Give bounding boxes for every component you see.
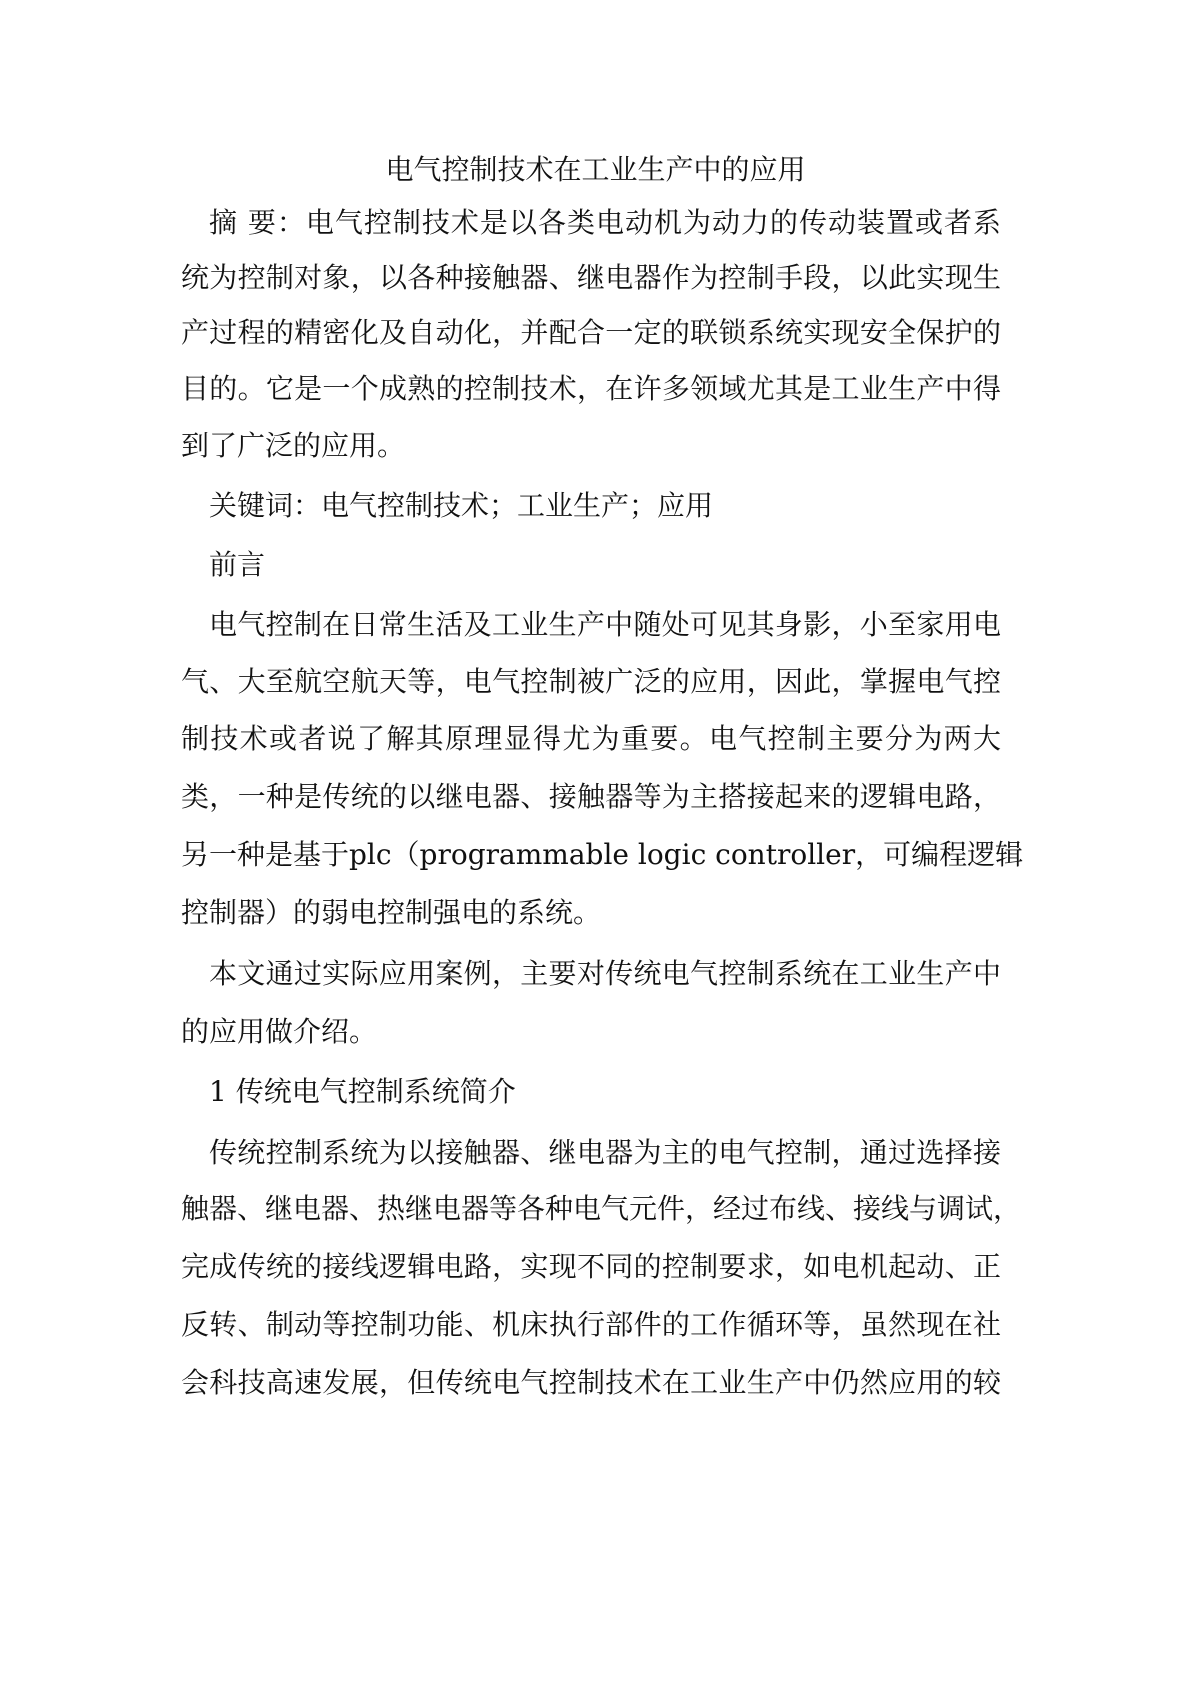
abstract-line-5: 到了广泛的应用。 <box>181 429 406 462</box>
section-heading-preface: 前言 <box>209 548 266 581</box>
abstract-line-1: 摘 要：电气控制技术是以各类电动机为动力的传动装置或者系 <box>209 206 1001 239</box>
preface-line-5: 另一种是基于plc（programmable logic controller，可编程逻辑 <box>181 838 1024 871</box>
intro-line-2: 的应用做介绍。 <box>181 1015 378 1048</box>
document-title: 电气控制技术在工业生产中的应用 <box>385 153 806 186</box>
abstract-line-4: 目的。它是一个成熟的控制技术，在许多领域尤其是工业生产中得 <box>181 372 1001 405</box>
keywords-line: 关键词：电气控制技术；工业生产；应用 <box>209 489 714 522</box>
preface-line-1: 电气控制在日常生活及工业生产中随处可见其身影，小至家用电 <box>209 608 1001 641</box>
intro-line-1: 本文通过实际应用案例，主要对传统电气控制系统在工业生产中 <box>209 957 1001 990</box>
section1-line-2: 触器、继电器、热继电器等各种电气元件，经过布线、接线与调试， <box>181 1192 1022 1225</box>
section1-line-5: 会科技高速发展，但传统电气控制技术在工业生产中仍然应用的较 <box>181 1366 1001 1399</box>
abstract-line-3: 产过程的精密化及自动化，并配合一定的联锁系统实现安全保护的 <box>181 316 1001 349</box>
section1-line-4: 反转、制动等控制功能、机床执行部件的工作循环等，虽然现在社 <box>181 1308 1001 1341</box>
preface-line-3: 制技术或者说了解其原理显得尤为重要。电气控制主要分为两大 <box>181 722 1001 755</box>
preface-line-4: 类，一种是传统的以继电器、接触器等为主搭接起来的逻辑电路， <box>181 780 1001 813</box>
preface-line-6: 控制器）的弱电控制强电的系统。 <box>181 896 602 929</box>
section1-line-3: 完成传统的接线逻辑电路，实现不同的控制要求，如电机起动、正 <box>181 1250 1001 1283</box>
section-heading-1: 1 传统电气控制系统简介 <box>209 1075 516 1108</box>
abstract-line-2: 统为控制对象，以各种接触器、继电器作为控制手段，以此实现生 <box>181 261 1001 294</box>
section1-line-1: 传统控制系统为以接触器、继电器为主的电气控制，通过选择接 <box>209 1136 1001 1169</box>
preface-line-2: 气、大至航空航天等，电气控制被广泛的应用，因此，掌握电气控 <box>181 665 1001 698</box>
